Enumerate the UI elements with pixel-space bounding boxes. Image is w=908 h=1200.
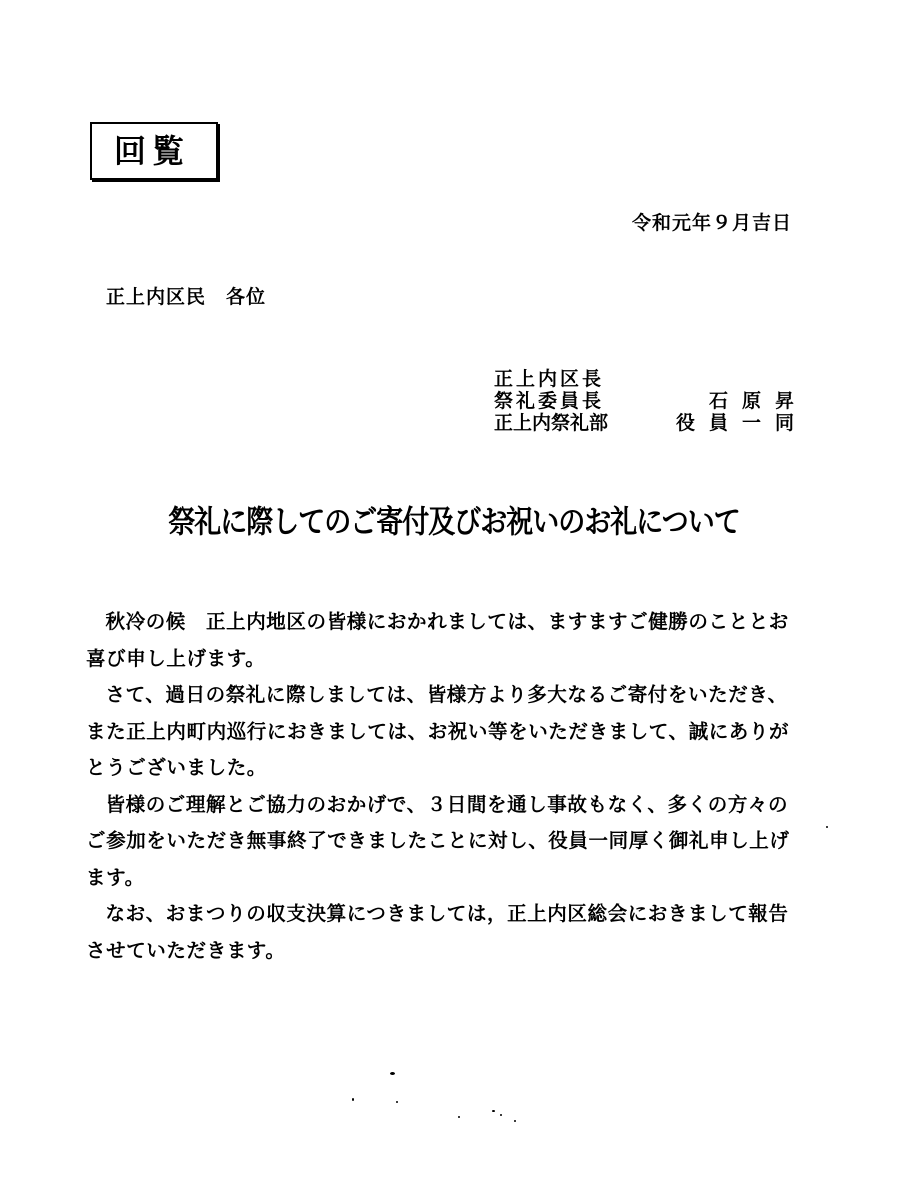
sender-role: 祭礼委員長 bbox=[494, 390, 605, 412]
circulation-label: 回覧 bbox=[114, 132, 191, 170]
scan-speck bbox=[492, 1110, 495, 1112]
sender-row bbox=[494, 390, 808, 412]
scan-speck bbox=[826, 826, 828, 828]
sender-name: 石原昇 bbox=[708, 390, 808, 412]
scan-speck bbox=[514, 1120, 516, 1122]
sender-row bbox=[494, 412, 808, 434]
addressee: 正上内区民 各位 bbox=[106, 286, 267, 308]
document-title: 祭礼に際してのご寄付及びお祝いのお礼について bbox=[168, 505, 740, 541]
scan-speck bbox=[352, 1098, 354, 1101]
sender-role: 正上内区長 bbox=[494, 368, 605, 390]
sender-row bbox=[494, 368, 794, 390]
body-paragraph: なお、おまつりの収支決算につきましては，正上内区総会におきまして報告させていただきます。 bbox=[86, 902, 789, 962]
sender-block bbox=[494, 368, 808, 434]
document-date: 令和元年９月吉日 bbox=[631, 212, 792, 234]
body-paragraph: 秋冷の候 正上内地区の皆様におかれましては、ますますご健勝のこととお喜び申し上げます。 bbox=[86, 610, 789, 670]
scan-speck bbox=[458, 1116, 460, 1118]
scan-speck bbox=[396, 1101, 398, 1103]
body-paragraph: 皆様のご理解とご協力のおかげで、３日間を通し事故もなく、多くの方々のご参加をいただき無事終了できましたことに対し、役員一同厚く御礼申し上げます。 bbox=[86, 792, 790, 889]
circulation-stamp-box bbox=[90, 122, 218, 180]
scan-speck bbox=[390, 1072, 395, 1075]
body-text bbox=[86, 604, 806, 969]
scan-speck bbox=[500, 1114, 502, 1116]
sender-name: 役員一同 bbox=[675, 412, 808, 434]
sender-role: 正上内祭礼部 bbox=[494, 412, 609, 434]
body-paragraph: さて、過日の祭礼に際しましては、皆様方より多大なるご寄付をいただき、また正上内町内巡行におきましては、お祝い等をいただきまして、誠にありがとうございました。 bbox=[86, 683, 790, 779]
